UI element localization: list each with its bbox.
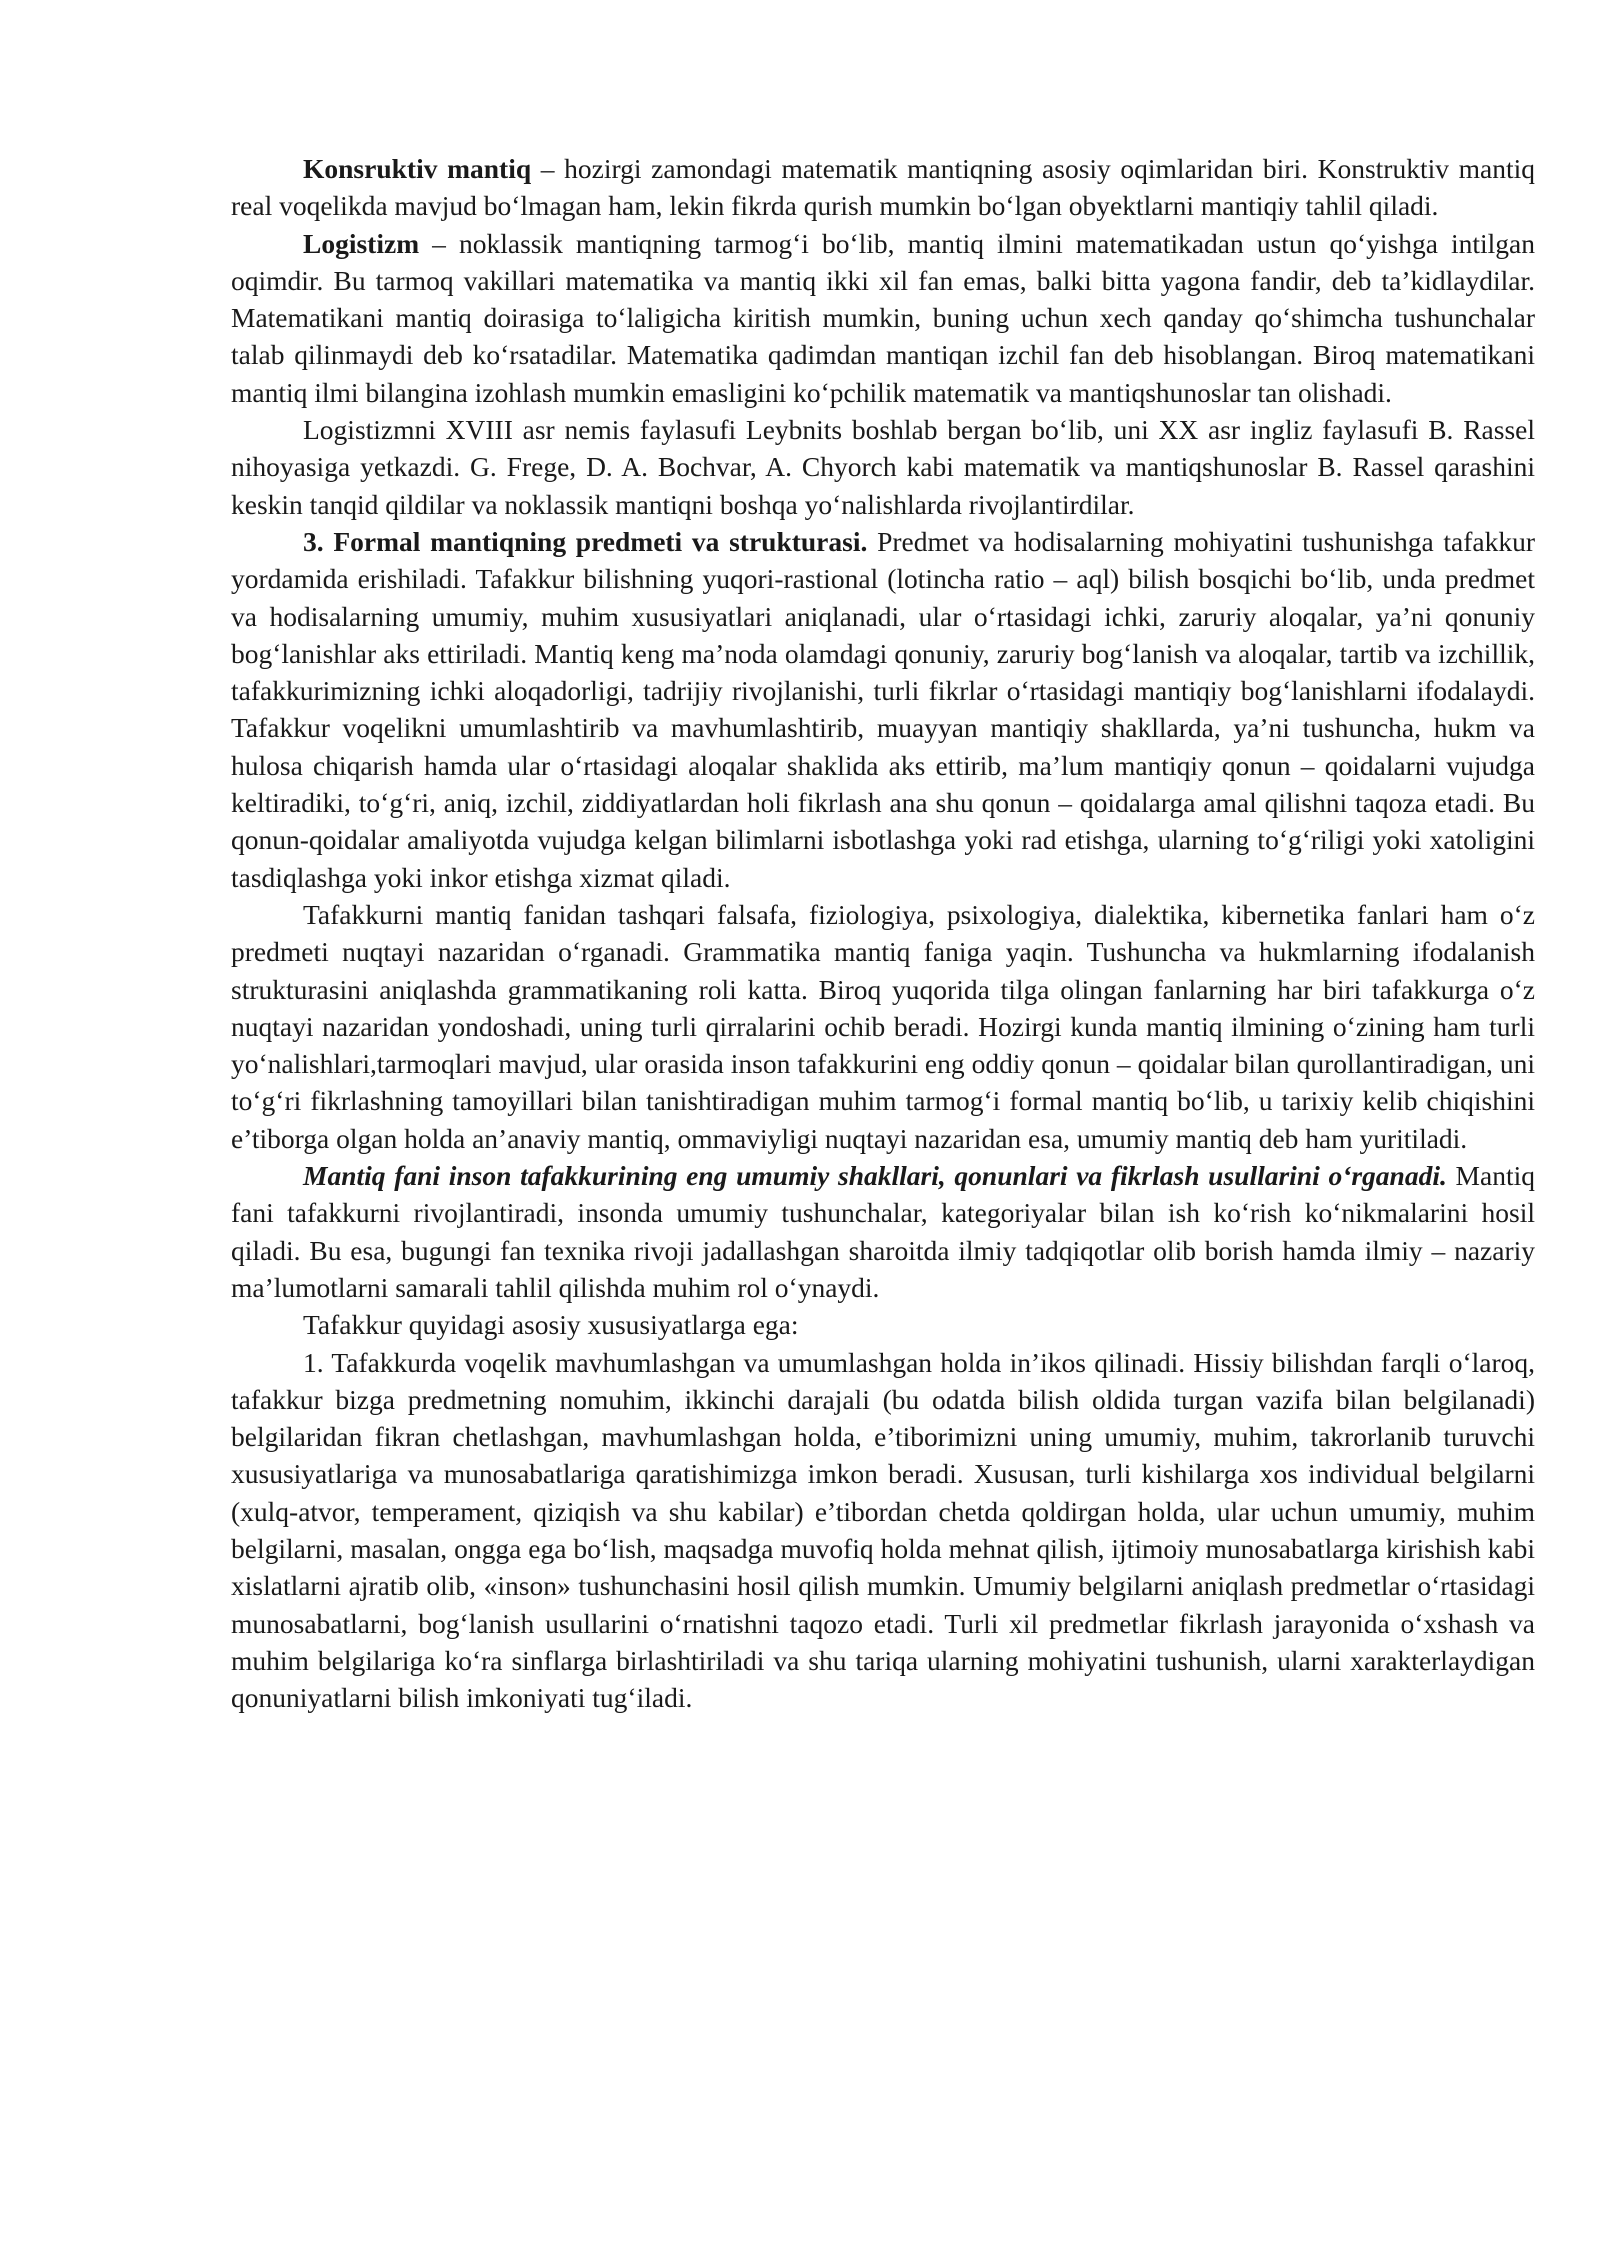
paragraph-logistizm — [231, 225, 1535, 411]
paragraph-list-item-1 — [231, 1344, 1535, 1717]
term-konsruktiv-mantiq: Konsruktiv mantiq — [303, 153, 532, 184]
paragraph-text: Predmet va hodisalarning mohiyatini tushunishga tafakkur yordamida erishiladi. Tafakkur bilishning yuqori-rastional (lotincha ratio – aql) bilish bosqichi bo‘lib, unda predmet va hodisalarning umumiy, muhim xususiyatlari aniqlanadi, ular o‘rtasidagi ichki, zaruriy aloqalar, ya’ni qonuniy bog‘lanishlar aks ettiriladi. Mantiq keng ma’noda olamdagi qonuniy, zaruriy bog‘lanish va aloqalar, tartib va izchillik, tafakkurimizning ichki aloqadorligi, tadrijiy rivojlanishi, turli fikrlar o‘rtasidagi mantiqiy bog‘lanishlarni ifodalaydi. Tafakkur voqelikni umumlashtirib va mavhumlashtirib, muayyan mantiqiy shakllarda, ya’ni tushuncha, hukm va hulosa chiqarish hamda ular o‘rtasidagi aloqalar shaklida aks ettirib, ma’lum mantiqiy qonun – qoidalarni vujudga keltiradiki, to‘g‘ri, aniq, izchil, ziddiyatlardan holi fikrlash ana shu qonun – qoidalarga amal qilishni taqoza etadi. Bu qonun-qoidalar amaliyotda vujudga kelgan bilimlarni isbotlashga yoki rad etishga, ularning to‘g‘riligi yoki xatoligini tasdiqlashga yoki inkor etishga xizmat qiladi. — [231, 525, 1535, 893]
paragraph-tafakkur-intro — [231, 1306, 1535, 1343]
paragraph-text: – hozirgi zamondagi matematik mantiqning asosiy oqimlaridan biri. Konstruktiv mantiq real voqelikda mavjud bo‘lmagan ham, lekin fikrda qurish mumkin bo‘lgan obyektlarni mantiqiy tahlil qiladi. — [231, 153, 1535, 222]
paragraph-section-3 — [231, 523, 1535, 896]
paragraph-text: Tafakkurni mantiq fanidan tashqari falsafa, fiziologiya, psixologiya, dialektika, kibernetika fanlari ham o‘z predmeti nuqtayi nazaridan o‘rganadi. Grammatika mantiq faniga yaqin. Tushuncha va hukmlarning ifodalanish strukturasini aniqlashda grammatikaning roli katta. Biroq yuqorida tilga olingan fanlarning har biri tafakkurga o‘z nuqtayi nazaridan yondoshadi, uning turli qirralarini ochib beradi. Hozirgi kunda mantiq ilmining o‘zining ham turli yo‘nalishlari,tarmoqlari mavjud, ular orasida inson tafakkurini eng oddiy qonun – qoidalar bilan qurollantiradigan, uni to‘g‘ri fikrlashning tamoyillari bilan tanishtiradigan muhim tarmog‘i formal mantiq bo‘lib, u tarixiy kelib chiqishini e’tiborga olgan holda an’anaviy mantiq, ommaviyligi nuqtayi nazaridan esa, umumiy mantiq deb ham yuritiladi. — [231, 898, 1535, 1154]
paragraph-other-sciences — [231, 896, 1535, 1157]
paragraph-konstruktiv-mantiq — [231, 150, 1535, 225]
paragraph-logistizm-history — [231, 411, 1535, 523]
paragraph-text: 1. Tafakkurda voqelik mavhumlashgan va umumlashgan holda in’ikos qilinadi. Hissiy bilishdan farqli o‘laroq, tafakkur bizga predmetning nomuhim, ikkinchi darajali (bu odatda bilish oldida turgan vazifa bilan belgilanadi) belgilaridan fikran chetlashgan, mavhumlashgan holda, e’tiborimizni uning umumiy, muhim, takrorlanib turuvchi xususiyatlariga va munosabatlariga qaratishimizga imkon beradi. Xususan, turli kishilarga xos individual belgilarni (xulq-atvor, temperament, qiziqish va shu kabilar) e’tibordan chetda qoldirgan holda, ular uchun umumiy, muhim belgilarni, masalan, ongga ega bo‘lish, maqsadga muvofiq holda mehnat qilish, ijtimoiy munosabatlarga kirishish kabi xislatlarni ajratib olib, «inson» tushunchasini hosil qilish mumkin. Umumiy belgilarni aniqlash predmetlar o‘rtasidagi munosabatlarni, bog‘lanish usullarini o‘rnatishni taqozo etadi. Turli xil predmetlar fikrlash jarayonida o‘xshash va muhim belgilariga ko‘ra sinflarga birlashtiriladi va shu tariqa ularning mohiyatini tushunish, ularni xarakterlaydigan qonuniyatlarni bilish imkoniyati tug‘iladi. — [231, 1346, 1535, 1714]
paragraph-text: Logistizmni XVIII asr nemis faylasufi Leybnits boshlab bergan bo‘lib, uni XX asr ingliz faylasufi B. Rassel nihoyasiga yetkazdi. G. Frege, D. A. Bochvar, A. Chyorch kabi matematik va mantiqshunoslar B. Rassel qarashini keskin tanqid qildilar va noklassik mantiqni boshqa yo‘nalishlarda rivojlantirdilar. — [231, 414, 1535, 520]
section-heading: 3. Formal mantiqning predmeti va strukturasi. — [303, 525, 868, 557]
document-page — [231, 150, 1535, 1716]
paragraph-text: Tafakkur quyidagi asosiy xususiyatlarga ega: — [303, 1309, 799, 1341]
term-logistizm: Logistizm — [303, 227, 420, 259]
paragraph-mantiq-fani — [231, 1157, 1535, 1306]
paragraph-text: – noklassik mantiqning tarmog‘i bo‘lib, mantiq ilmini matematikadan ustun qo‘yishga intilgan oqimdir. Bu tarmoq vakillari matematika va mantiq ikki xil fan emas, balki bitta yagona fandir, deb ta’kidlaydilar. Matematikani mantiq doirasiga to‘laligicha kiritish mumkin, buning uchun xech qanday qo‘shimcha tushunchalar talab qilinmaydi deb ko‘rsatadilar. Matematika qadimdan mantiqan izchil fan deb hisoblangan. Biroq matematikani mantiq ilmi bilangina izohlash mumkin emasligini ko‘pchilik matematik va mantiqshunoslar tan olishadi. — [231, 227, 1535, 408]
emphasized-heading: Mantiq fani inson tafakkurining eng umumiy shakllari, qonunlari va fikrlash usullarini o‘rganadi. — [303, 1160, 1447, 1192]
paragraph-text: Mantiq fani tafakkurni rivojlantiradi, insonda umumiy tushunchalar, kategoriyalar bilan ish ko‘rish ko‘nikmalarini hosil qiladi. Bu esa, bugungi fan texnika rivoji jadallashgan sharoitda ilmiy tadqiqotlar olib borish hamda ilmiy – nazariy ma’lumotlarni samarali tahlil qilishda muhim rol o‘ynaydi. — [231, 1160, 1535, 1303]
